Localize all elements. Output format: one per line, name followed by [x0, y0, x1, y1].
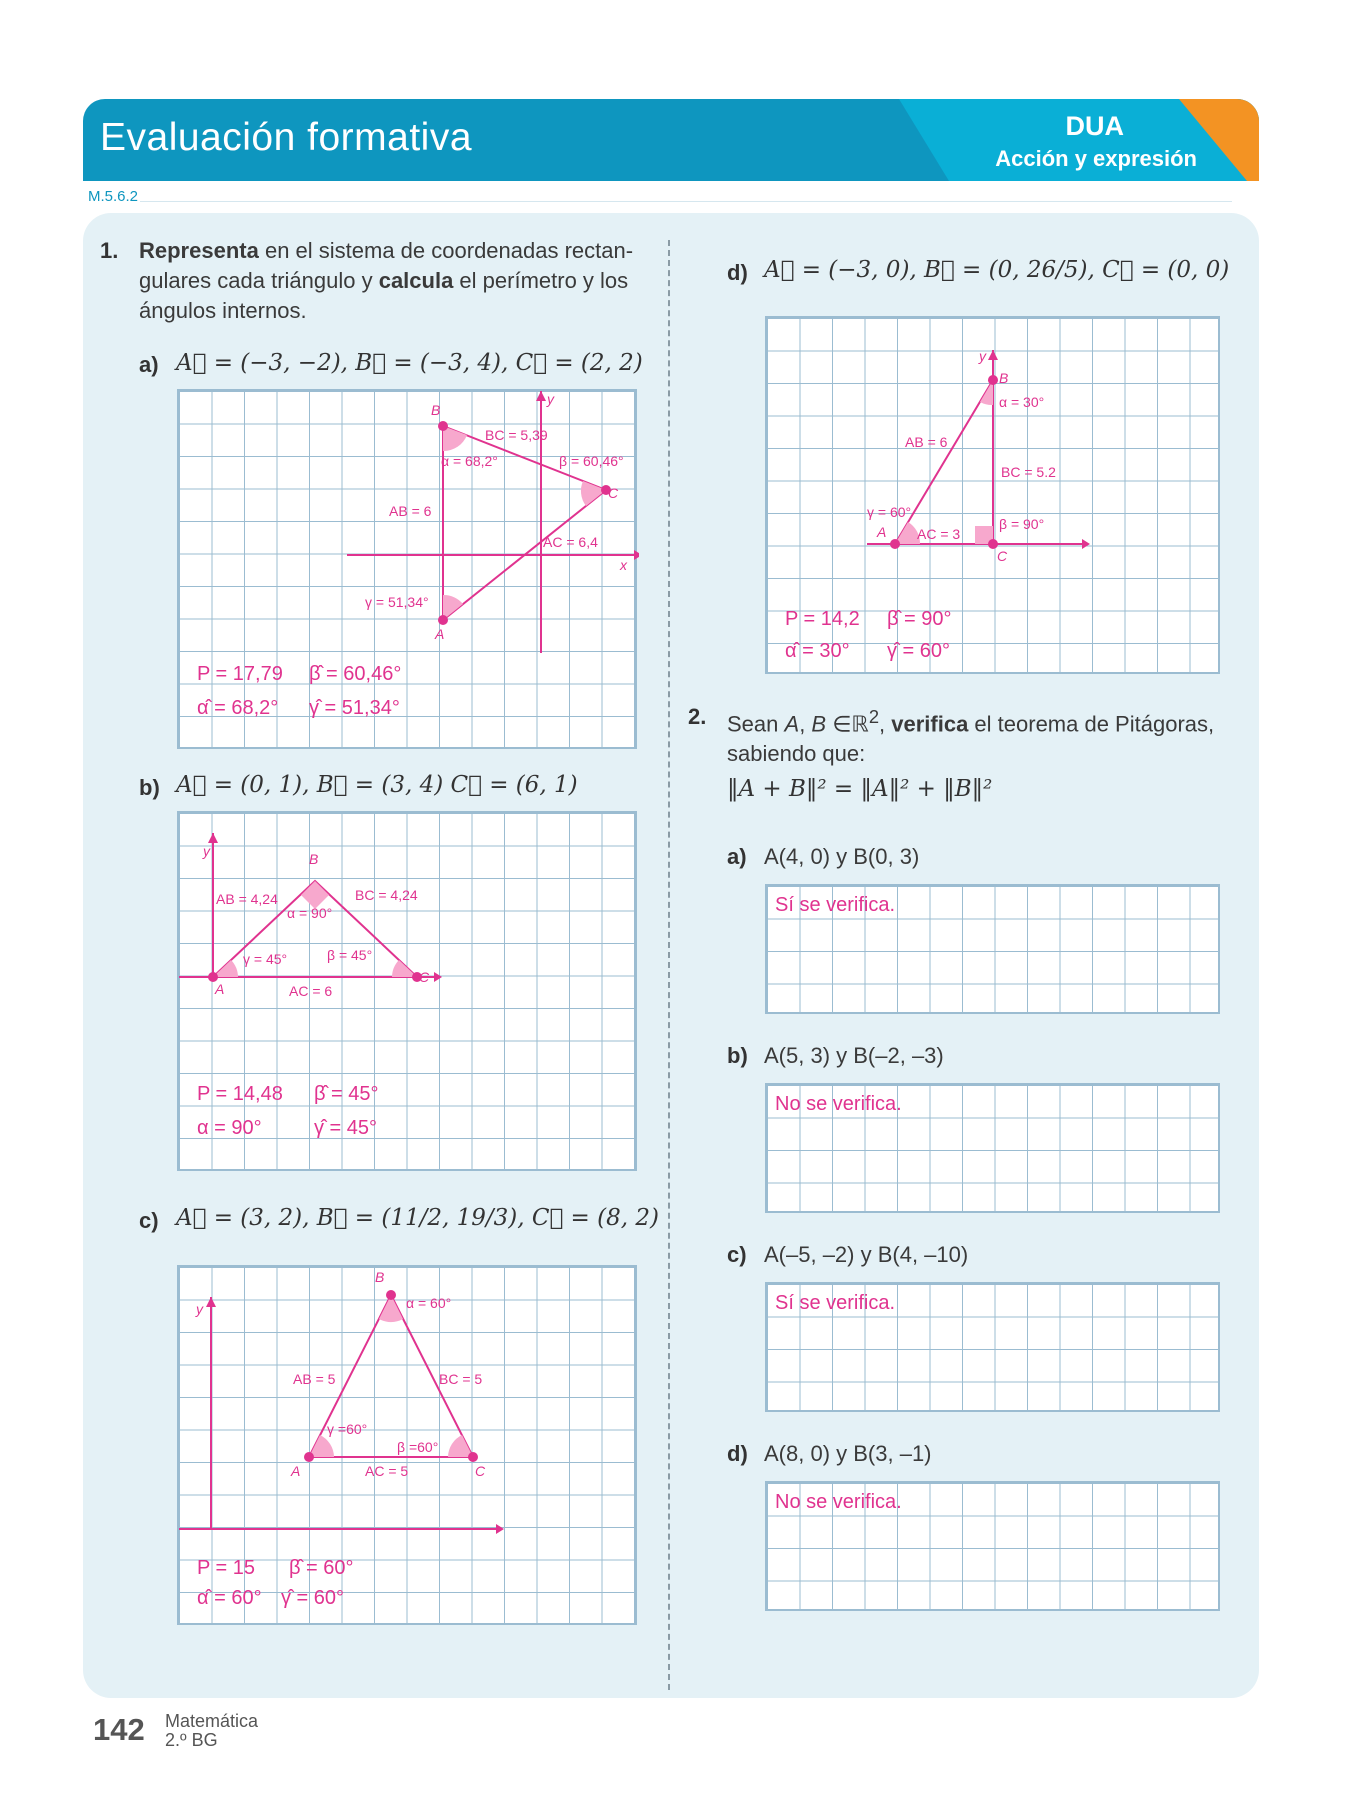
side-ab: AB = 6: [389, 503, 432, 519]
label-a: A: [435, 626, 445, 642]
x-axis-arrow: [496, 1524, 504, 1534]
side-ac: AC = 6: [289, 983, 333, 999]
gamma-result: γ̂ = 60°: [887, 640, 951, 662]
q1d-label: d): [727, 260, 748, 285]
point-b: [988, 375, 998, 385]
alpha-label: α = 68,2°: [441, 453, 498, 469]
gamma-label: γ =60°: [327, 1421, 368, 1437]
side-ab: AB = 6: [905, 434, 948, 450]
perimeter: P = 15: [197, 1557, 256, 1579]
code-rule: [140, 201, 1232, 202]
x-axis-arrow: [634, 550, 639, 560]
side-ac: AC = 6,4: [543, 534, 598, 550]
alpha-result: α̂ = 30°: [785, 640, 850, 662]
beta-label: β = 90°: [999, 516, 1045, 532]
side-bc: BC = 5: [439, 1371, 483, 1387]
q1a-graph: [177, 389, 637, 749]
y-axis-arrow: [988, 350, 998, 360]
q2c-label: c): [727, 1242, 747, 1267]
page-number: 142: [93, 1712, 145, 1747]
side-bc: BC = 5.2: [1001, 464, 1056, 480]
q2d-answer: No se verifica.: [775, 1491, 902, 1513]
q1c-graph: [177, 1265, 637, 1625]
header-banner: [83, 99, 1259, 181]
side-ac: AC = 5: [365, 1463, 409, 1479]
label-a: A: [215, 981, 225, 997]
column-divider: [668, 240, 670, 1690]
q2a-answer: Sí se verifica.: [775, 894, 896, 916]
q2c-text: A(–5, –2) y B(4, –10): [764, 1242, 969, 1267]
x-axis-arrow: [434, 972, 442, 982]
q2-formula: ‖A + B‖² = ‖A‖² + ‖B‖²: [727, 776, 993, 802]
y-axis-arrow: [208, 833, 218, 843]
q2b-answer: No se verifica.: [775, 1093, 902, 1115]
side-ab: AB = 5: [293, 1371, 336, 1387]
gamma-result: γ̂ = 60°: [281, 1587, 345, 1609]
label-b: B: [309, 851, 319, 867]
label-b: B: [375, 1269, 385, 1285]
footer-subject: [165, 1712, 258, 1750]
side-ab: AB = 4,24: [216, 891, 278, 907]
label-c: C: [419, 969, 430, 985]
grade: 2.º BG: [165, 1730, 218, 1750]
beta-label: β =60°: [397, 1439, 439, 1455]
gamma-label: γ = 45°: [243, 951, 288, 967]
q1-instructions: Representa en el sistema de coordenadas rectan- gulares cada triángulo y calcula el perímetro y los ángulos internos.: [139, 238, 634, 323]
alpha-result: α̂ = 60°: [197, 1587, 262, 1609]
q1a-label: a): [139, 352, 159, 377]
q1c-label: c): [139, 1208, 159, 1233]
q2-instructions: Sean A, B ∈ℝ$^2$, verifica el teorema de Pitágoras, sabiendo que:: [727, 706, 1215, 767]
beta-result: β̂ = 45°: [314, 1083, 379, 1105]
y-axis-arrow: [206, 1297, 216, 1307]
q1b-label: b): [139, 775, 160, 800]
point-c: [468, 1452, 478, 1462]
alpha-label: α = 30°: [999, 394, 1045, 410]
label-b: B: [431, 402, 441, 418]
x-axis-arrow: [1082, 539, 1090, 549]
y-axis-arrow: [536, 391, 546, 401]
beta-label: β = 45°: [327, 947, 373, 963]
label-x: x: [620, 557, 627, 573]
label-c: C: [997, 548, 1008, 564]
dua-title: DUA: [1065, 111, 1124, 141]
point-b: [386, 1290, 396, 1300]
q2a-answer-grid: [765, 884, 1220, 1014]
gamma-result: γ̂ = 51,34°: [309, 697, 400, 719]
side-bc: BC = 5,39: [485, 427, 548, 443]
alpha-label: α = 60°: [406, 1295, 452, 1311]
page-title: Evaluación formativa: [100, 116, 473, 159]
q1b-formula: A⃗ = (0, 1), B⃗ = (3, 4) C⃗ = (6, 1): [176, 772, 578, 798]
q1d-formula: A⃗ = (−3, 0), B⃗ = (0, 26/5), C⃗ = (0, 0): [764, 257, 1230, 283]
beta-label: β = 60,46°: [559, 453, 624, 469]
point-a: [304, 1452, 314, 1462]
curriculum-code: M.5.6.2: [88, 188, 139, 205]
label-a: A: [877, 524, 887, 540]
label-y: y: [203, 843, 210, 859]
q2d-answer-grid: [765, 1481, 1220, 1611]
perimeter: P = 14,2: [785, 608, 860, 630]
q2c-answer: Sí se verifica.: [775, 1292, 896, 1314]
q2a-text: A(4, 0) y B(0, 3): [764, 844, 920, 869]
q2d-label: d): [727, 1441, 748, 1466]
q1-number: 1.: [100, 238, 119, 263]
beta-result: β̂ = 90°: [887, 608, 952, 630]
q1b-graph: [177, 811, 637, 1171]
alpha-result: α̂ = 68,2°: [197, 697, 279, 719]
q2b-text: A(5, 3) y B(–2, –3): [764, 1043, 944, 1068]
alpha-label: α = 90°: [287, 905, 333, 921]
beta-result: β̂ = 60°: [289, 1557, 354, 1579]
side-bc: BC = 4,24: [355, 887, 418, 903]
gamma-label: γ = 51,34°: [365, 594, 429, 610]
q1d-graph: [765, 316, 1220, 674]
dua-subtitle: Acción y expresión: [995, 146, 1197, 171]
q2b-label: b): [727, 1043, 748, 1068]
point-a: [890, 539, 900, 549]
label-c: C: [475, 1463, 486, 1479]
q2a-label: a): [727, 844, 747, 869]
label-c: C: [608, 485, 619, 501]
label-y: y: [196, 1301, 203, 1317]
point-b: [438, 421, 448, 431]
gamma-label: γ = 60°: [867, 504, 912, 520]
q1a-formula: A⃗ = (−3, −2), B⃗ = (−3, 4), C⃗ = (2, 2): [176, 350, 643, 376]
label-y: y: [979, 348, 986, 364]
label-y: y: [547, 391, 554, 407]
q2c-answer-grid: [765, 1282, 1220, 1412]
q2-number: 2.: [688, 704, 707, 729]
beta-result: β̂ = 60,46°: [309, 663, 402, 685]
q2d-text: A(8, 0) y B(3, –1): [764, 1441, 932, 1466]
q1c-formula: A⃗ = (3, 2), B⃗ = (11/2, 19/3), C⃗ = (8, 2): [176, 1205, 659, 1231]
subject: Matemática: [165, 1711, 259, 1731]
point-a: [438, 615, 448, 625]
gamma-result: γ̂ = 45°: [314, 1117, 378, 1139]
q2b-answer-grid: [765, 1083, 1220, 1213]
perimeter: P = 14,48: [197, 1083, 283, 1105]
label-b: B: [999, 370, 1009, 386]
side-ac: AC = 3: [917, 526, 961, 542]
perimeter: P = 17,79: [197, 663, 283, 685]
label-a: A: [291, 1463, 301, 1479]
alpha-result: α = 90°: [197, 1117, 262, 1139]
